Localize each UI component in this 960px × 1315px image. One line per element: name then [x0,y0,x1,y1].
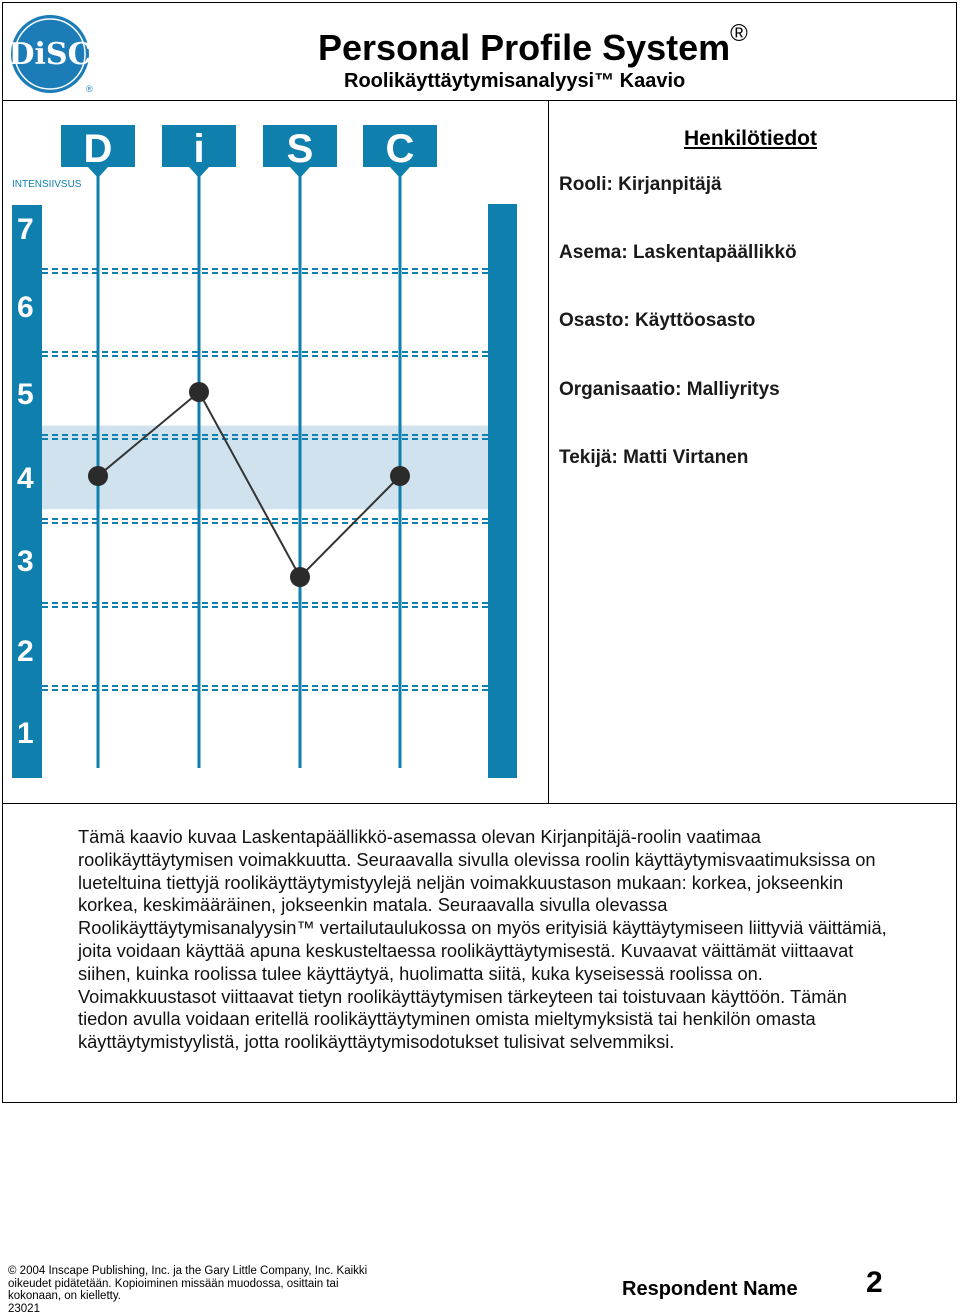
document-code: 23021 [8,1303,368,1315]
info-heading: Henkilötiedot [684,127,817,151]
page-title-text: Personal Profile System [318,27,730,68]
y-tick-label: 6 [17,291,34,324]
data-point [390,466,410,486]
data-point [290,567,310,587]
category-label: C [386,127,415,171]
disc-chart [0,100,548,804]
y-tick-label: 2 [17,635,34,668]
info-role-label: Rooli: [559,174,613,195]
info-organization [559,379,780,401]
page-number: 2 [866,1266,883,1300]
y-tick-label: 5 [17,378,34,411]
y-tick-label: 4 [17,462,34,495]
info-role-value: Kirjanpitäjä [618,174,721,195]
data-point [189,382,209,402]
info-position-label: Asema: [559,242,628,263]
description-text: Tämä kaavio kuvaa Laskentapäällikkö-asemassa olevan Kirjanpitäjä-roolin vaatimaa roolikäyttäytymisen voimakkuutta. Seuraavalla sivulla olevissa roolin käyttäytymisvaatimuksissa on lueteltuina tiettyjä roolikäyttäytymistyylejä neljän voimakkuustason mukaan: korkea, jokseenkin korkea, keskimääräinen, jokseenkin matala. Seuraavalla sivulla olevassa Roolikäyttäytymisanalyysin™ vertailutaulukossa on myös erityisiä käyttäytymiseen liittyviä väittämiä, joita voidaan käyttää apuna keskusteltaessa roolikäyttäytymisestä. Kuvaavat väittämät viittaavat siihen, kuinka roolissa tulee käyttäytyä, huolimatta siitä, kuka kyseisessä roolissa on. Voimakkuustasot viittaavat tietyn roolikäyttäytymisen tärkeyteen tai toistuvaan käyttöön. Tämän tiedon avulla voidaan eritellä roolikäyttäytyminen omista mieltymyksistä tai henkilön omasta käyttäytymistyylistä, jotta roolikäyttäytymisodotukset tulisivat selvemmiksi. [78,826,898,1054]
info-department-value: Käyttöosasto [635,310,755,331]
info-author [559,447,748,469]
info-position [559,242,797,264]
info-position-value: Laskentapäällikkö [633,242,797,263]
page-subtitle: Roolikäyttäytymisanalyysi™ Kaavio [344,70,685,93]
page-title [318,26,748,69]
info-author-value: Matti Virtanen [623,447,748,468]
title-registered-mark: ® [730,20,748,47]
info-department [559,310,755,332]
info-organization-value: Malliyritys [687,379,780,400]
y-tick-label: 1 [17,717,34,750]
info-role [559,174,722,196]
respondent-name: Respondent Name [622,1278,798,1301]
info-department-label: Osasto: [559,310,630,331]
info-organization-label: Organisaatio: [559,379,681,400]
info-author-label: Tekijä: [559,447,618,468]
category-label: D [84,127,113,171]
y-axis-label: INTENSIIVSUS [12,179,82,190]
category-label: i [193,127,204,171]
logo-text: DiSC [9,37,92,72]
y-tick-label: 3 [17,545,34,578]
copyright-text: © 2004 Inscape Publishing, Inc. ja the Gary Little Company, Inc. Kaikki oikeudet pidätetään. Kopioiminen missään muodossa, osittain tai kokonaan, on kielletty. [8,1265,368,1303]
right-scale-bar [488,204,517,778]
y-tick-label: 7 [17,213,34,246]
logo-registered-mark: ® [86,84,93,94]
category-label: S [287,127,314,171]
footer-copyright [8,1265,368,1315]
disc-logo [10,14,90,94]
data-point [88,466,108,486]
